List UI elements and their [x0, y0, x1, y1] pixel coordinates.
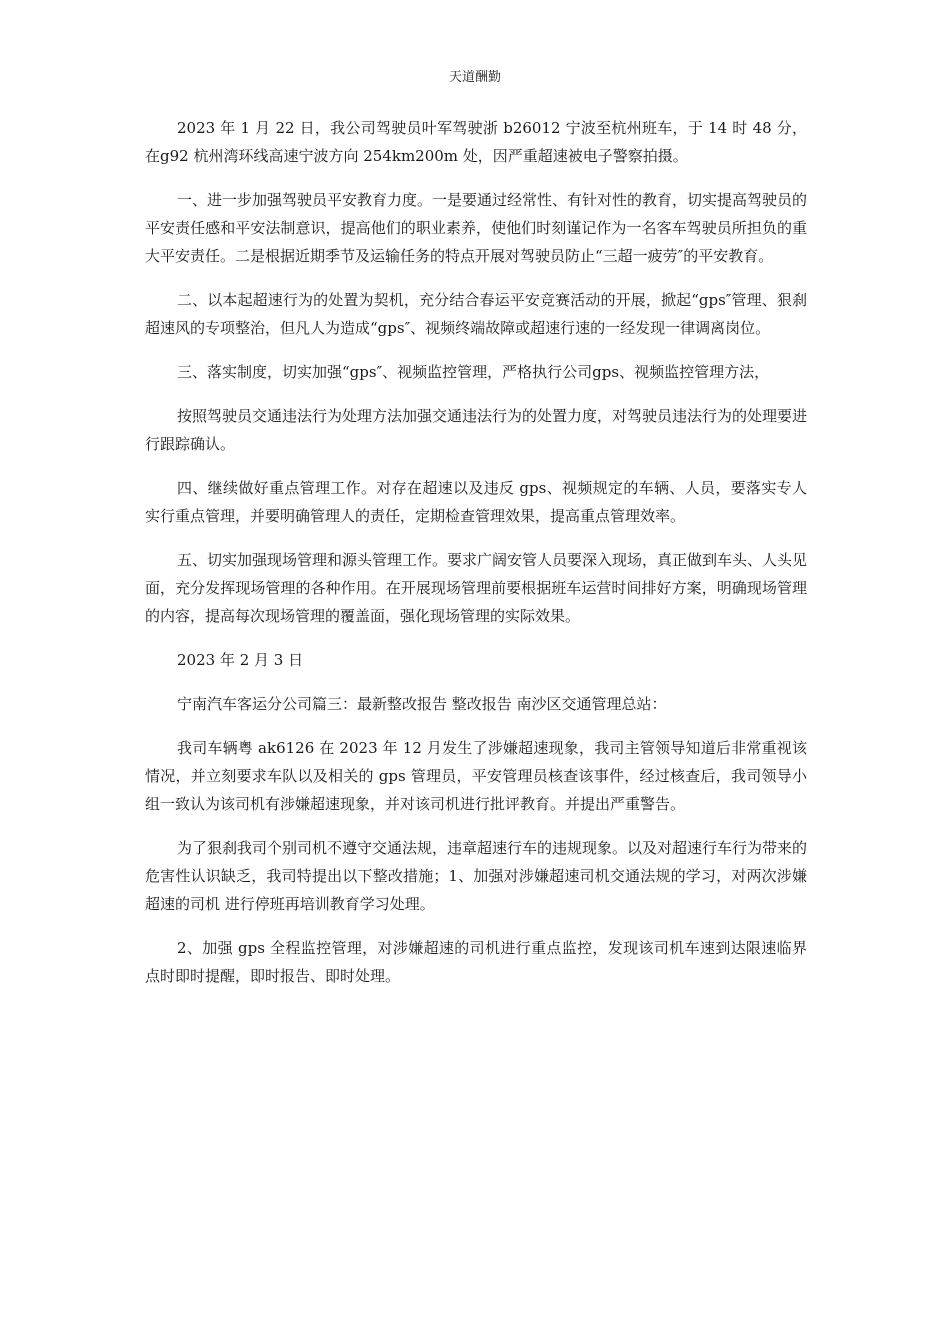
paragraph-report-title: 宁南汽车客运分公司篇三：最新整改报告 整改报告 南沙区交通管理总站： [177, 695, 667, 713]
paragraph-report-gps: 2、加强 gps 全程监控管理，对涉嫌超速的司机进行重点监控，发现该司机车速到达限速临界点时即时提醒，即时报告、即时处理。 [145, 939, 807, 985]
paragraph-measure-3: 三、落实制度，切实加强“gps″、视频监控管理，严格执行公司gps、视频监控管理方法， [177, 363, 770, 381]
paragraph-measure-5: 五、切实加强现场管理和源头管理工作。要求广阔安管人员要深入现场，真正做到车头、人头见面，充分发挥现场管理的各种作用。在开展现场管理前要根据班车运营时间排好方案，明确现场管理的内容，提高每次现场管理的覆盖面，强化现场管理的实际效果。 [145, 551, 808, 625]
paragraph-incident: 2023 年 1 月 22 日，我公司驾驶员叶军驾驶浙 b26012 宁波至杭州班车，于 14 时 48 分，在g92 杭州湾环线高速宁波方向 254km200m 处，因严重超速被电子警察拍摄。 [145, 119, 807, 165]
paragraph-measure-3-cont: 按照驾驶员交通违法行为处理方法加强交通违法行为的处置力度，对驾驶员违法行为的处理要进行跟踪确认。 [145, 407, 808, 453]
paragraph-measure-1: 一、进一步加强驾驶员平安教育力度。一是要通过经常性、有针对性的教育，切实提高驾驶员的平安责任感和平安法制意识，提高他们的职业素养，使他们时刻谨记作为一名客车驾驶员所担负的重大平安责任。二是根据近期季节及运输任务的特点开展对驾驶员防止“三超一疲劳″的平安教育。 [145, 191, 808, 265]
paragraph-report-measures: 为了狠刹我司个别司机不遵守交通法规，违章超速行车的违规现象。以及对超速行车行为带来的危害性认识缺乏，我司特提出以下整改措施；1、加强对涉嫌超速司机交通法规的学习，对两次涉嫌超速的司机 进行停班再培训教育学习处理。 [145, 839, 808, 913]
paragraph-report-incident: 我司车辆粤 ak6126 在 2023 年 12 月发生了涉嫌超速现象，我司主管领导知道后非常重视该情况，并立刻要求车队以及相关的 gps 管理员，平安管理员核查该事件，经过核查后，我司领导小组一致认为该司机有涉嫌超速现象，并对该司机进行批评教育。并提出严重警告。 [145, 739, 807, 813]
page-header: 天道酬勤 [448, 70, 501, 85]
paragraph-measure-4: 四、继续做好重点管理工作。对存在超速以及违反 gps、视频规定的车辆、人员，要落实专人实行重点管理，并要明确管理人的责任，定期检查管理效果，提高重点管理效率。 [145, 479, 807, 525]
paragraph-date: 2023 年 2 月 3 日 [177, 651, 304, 669]
paragraph-measure-2: 二、以本起超速行为的处置为契机，充分结合春运平安竞赛活动的开展，掀起“gps″管理、狠刹超速风的专项整治，但凡人为造成“gps″、视频终端故障或超速行速的一经发现一律调离岗位。 [145, 291, 807, 337]
document-body [145, 114, 807, 1006]
